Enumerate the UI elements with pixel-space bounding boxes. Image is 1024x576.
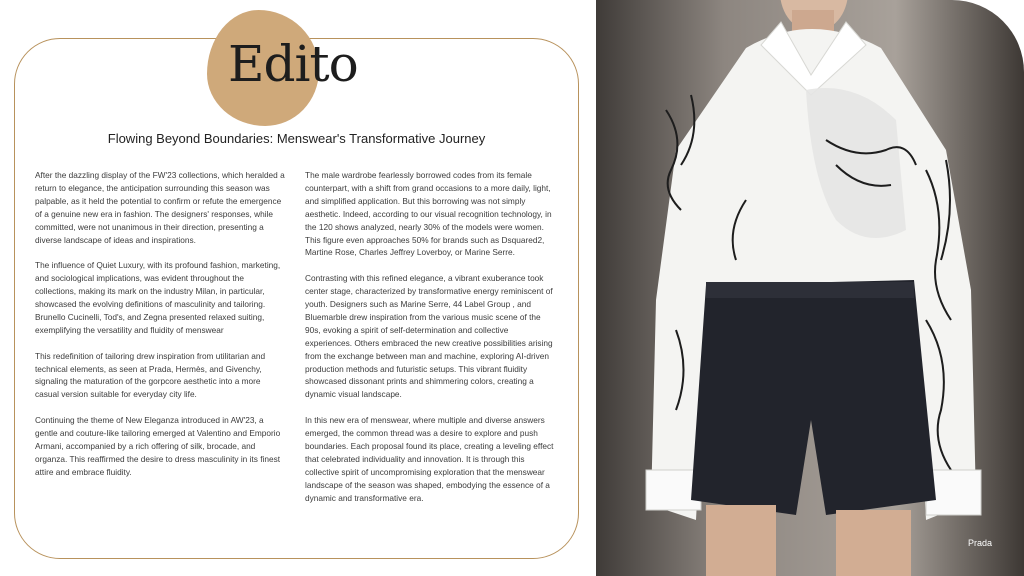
- paragraph: After the dazzling display of the FW'23 collections, which heralded a return to elegance, the anticipation surrounding this season was palpable, as it held the potential to confirm or refute the emergence of a genuine new era in fashion. The designers' responses, while committed, were not unanimous in their direction, presenting a diverse landscape of ideas and inspirations.: [35, 170, 285, 245]
- page-subtitle: Flowing Beyond Boundaries: Menswear's Transformative Journey: [107, 131, 486, 146]
- left-column: [35, 169, 285, 492]
- paragraph: Contrasting with this refined elegance, a vibrant exuberance took center stage, characterized by transformative energy reminiscent of youth. Designers such as Marine Serre, 44 Label Group , and Bluemarble drew inspiration from the various music scene of the 90s, evoking a spirit of self-determination and collective experiences. Others embraced the new creative possibilities arising from the exchange between man and machine, exploring AI-driven production methods and futuristic setups. This vibrant fluidity showcased dissonant prints and shimmering colors, creating a dynamic visual landscape.: [305, 273, 553, 400]
- paragraph: The influence of Quiet Luxury, with its profound fashion, marketing, and sociological implications, was evident throughout the collections, making its mark on the industry Milan, in particular, showcased the evolving definitions of masculinity and tailoring. Brunello Cucinelli, Tod's, and Zegna presented relaxed suiting, exemplifying the versatility and fluidity of menswear: [35, 260, 281, 335]
- paragraph: The male wardrobe fearlessly borrowed codes from its female counterpart, with a shift from grand occasions to a more daily, light, and simplified application. But this borrowing was not simply aesthetic. Indeed, according to our visual recognition technology, in the 120 shows analyzed, nearly 30% of the models were women. This figure even approaches 50% for brands such as Dsquared2, Martine Rose, Charles Jeffrey Loverboy, or Marine Serre.: [305, 170, 552, 258]
- runway-photo: [596, 0, 1024, 576]
- model-illustration: [596, 0, 1024, 576]
- right-column: [305, 169, 555, 517]
- page-title: Edito: [228, 35, 358, 93]
- photo-credit: Prada: [967, 538, 992, 548]
- paragraph: Continuing the theme of New Eleganza introduced in AW'23, a gentle and couture-like tailoring emerged at Valentino and Emporio Armani, accompanied by a rich offering of silk, brocade, and organza. This reaffirmed the desire to dress masculinity in its finest attire and embrace fluidity.: [35, 415, 281, 477]
- paragraph: This redefinition of tailoring drew inspiration from utilitarian and technical elements, as seen at Prada, Hermès, and Givenchy, signaling the maturation of the gorpcore aesthetic into a more casual version suitable for everyday city life.: [35, 350, 266, 400]
- paragraph: In this new era of menswear, where multiple and diverse answers emerged, the common thread was a desire to explore and push boundaries. Each proposal found its place, creating a leveling effect that celebrated individuality and innovation. It is through this collective spirit of uncompromising exploration that the menswear landscape of the season was shaped, embodying the essence of a dynamic and transformative era.: [305, 415, 554, 503]
